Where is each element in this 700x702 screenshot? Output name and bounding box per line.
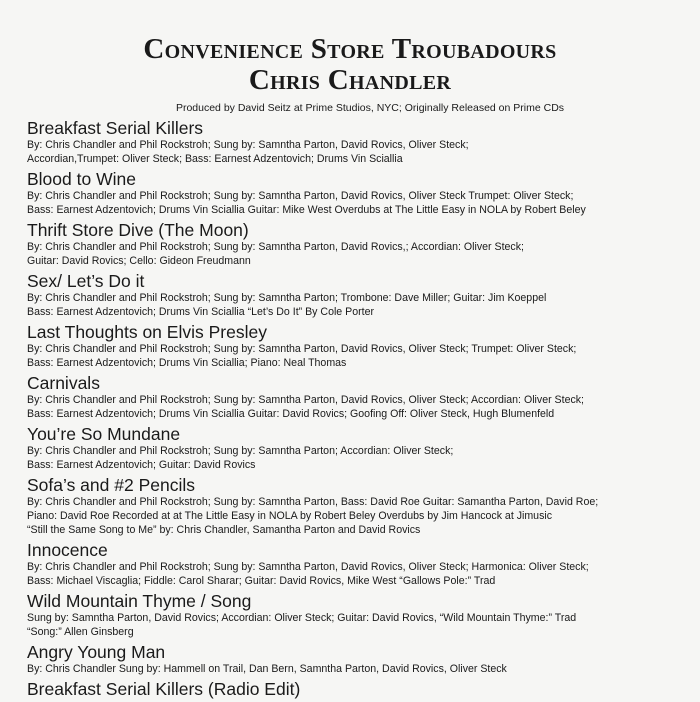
track-item bbox=[27, 220, 687, 268]
track-title: Carnivals bbox=[27, 373, 100, 393]
track-credit-line: “Song:” Allen Ginsberg bbox=[27, 626, 134, 638]
track-credit-line: Bass: Earnest Adzentovich; Guitar: David Rovics bbox=[27, 459, 256, 471]
track-item bbox=[27, 322, 687, 370]
track-item bbox=[27, 475, 687, 537]
track-item bbox=[27, 424, 687, 472]
production-credit: Produced by David Seitz at Prime Studios, NYC; Originally Released on Prime CDs bbox=[175, 102, 565, 114]
track-credit-line: Guitar: David Rovics; Cello: Gideon Freudmann bbox=[27, 255, 251, 267]
track-list bbox=[27, 118, 687, 702]
track-credit-line: Bass: Michael Viscaglia; Fiddle: Carol Sharar; Guitar: David Rovics, Mike West “Gallows Pole:” Trad bbox=[27, 575, 496, 587]
track-credit-line: Sung by: Samntha Parton, David Rovics; Accordian: Oliver Steck; Guitar: David Rovics, “Wild Mountain Thyme:” Trad bbox=[27, 612, 577, 624]
track-title: Innocence bbox=[27, 540, 108, 560]
track-item bbox=[27, 642, 687, 676]
track-title: Breakfast Serial Killers bbox=[27, 118, 204, 138]
liner-header bbox=[0, 0, 700, 114]
track-credit-line: By: Chris Chandler and Phil Rockstroh; Sung by: Samntha Parton, David Rovics, Oliver Steck; Trumpet: Oliver Steck; bbox=[27, 343, 577, 355]
track-title: Blood to Wine bbox=[27, 169, 136, 189]
track-credit-line: By: Chris Chandler and Phil Rockstroh; Sung by: Samntha Parton, David Rovics, Oliver Steck; Harmonica: Oliver Steck; bbox=[27, 561, 589, 573]
track-credit-line: By: Chris Chandler and Phil Rockstroh; Sung by: Samntha Parton, David Rovics, Oliver Steck; Accordian: Oliver Steck; bbox=[27, 394, 584, 406]
track-credit-line: By: Chris Chandler and Phil Rockstroh; Sung by: Samntha Parton; Accordian: Oliver Steck; bbox=[27, 445, 454, 457]
track-item bbox=[27, 591, 687, 639]
artist-name: Chris Chandler bbox=[248, 64, 452, 96]
track-credit-line: By: Chris Chandler and Phil Rockstroh; Sung by: Samntha Parton, David Rovics, Oliver Steck; bbox=[27, 139, 469, 151]
track-title: Angry Young Man bbox=[27, 642, 166, 662]
track-title: Sofa’s and #2 Pencils bbox=[27, 475, 195, 495]
track-credit-line: By: Chris Chandler and Phil Rockstroh; Sung by: Samntha Parton, David Rovics,; Accordian: Oliver Steck; bbox=[27, 241, 524, 253]
track-credit-line: Bass: Earnest Adzentovich; Drums Vin Sciallia “Let’s Do It” By Cole Porter bbox=[27, 306, 374, 318]
track-item bbox=[27, 540, 687, 588]
track-title: You’re So Mundane bbox=[27, 424, 181, 444]
track-title: Last Thoughts on Elvis Presley bbox=[27, 322, 267, 342]
track-credit-line: By: Chris Chandler and Phil Rockstroh; Sung by: Samntha Parton; Trombone: Dave Miller; Guitar: Jim Koeppel bbox=[27, 292, 547, 304]
track-credit-line: Bass: Earnest Adzentovich; Drums Vin Sciallia Guitar: David Rovics; Goofing Off: Oliver Steck, Hugh Blumenfeld bbox=[27, 408, 555, 420]
track-item bbox=[27, 679, 687, 699]
track-title: Wild Mountain Thyme / Song bbox=[27, 591, 252, 611]
track-item bbox=[27, 169, 687, 217]
track-title: Sex/ Let’s Do it bbox=[27, 271, 145, 291]
album-title: Convenience Store Troubadours bbox=[143, 33, 557, 65]
track-credit-line: “Still the Same Song to Me” by: Chris Chandler, Samantha Parton and David Rovics bbox=[27, 524, 421, 536]
track-credit-line: Bass: Earnest Adzentovich; Drums Vin Sciallia Guitar: Mike West Overdubs at The Little Easy in NOLA by Robert Beley bbox=[27, 204, 586, 216]
track-item bbox=[27, 373, 687, 421]
track-item bbox=[27, 271, 687, 319]
track-credit-line: By: Chris Chandler and Phil Rockstroh; Sung by: Samntha Parton, Bass: David Roe Guitar: Samantha Parton, David Roe; bbox=[27, 496, 599, 508]
track-credit-line: By: Chris Chandler Sung by: Hammell on Trail, Dan Bern, Samntha Parton, David Rovics, Oliver Steck bbox=[27, 663, 507, 675]
track-title: Thrift Store Dive (The Moon) bbox=[27, 220, 249, 240]
track-credit-line: Accordian,Trumpet: Oliver Steck; Bass: Earnest Adzentovich; Drums Vin Sciallia bbox=[27, 153, 403, 165]
track-credit-line: Bass: Earnest Adzentovich; Drums Vin Sciallia; Piano: Neal Thomas bbox=[27, 357, 347, 369]
track-item bbox=[27, 118, 687, 166]
track-credit-line: By: Chris Chandler and Phil Rockstroh; Sung by: Samntha Parton, David Rovics, Oliver Steck Trumpet: Oliver Steck; bbox=[27, 190, 574, 202]
track-credit-line: Piano: David Roe Recorded at at The Little Easy in NOLA by Robert Beley Overdubs by Jim Hancock at Jimusic bbox=[27, 510, 553, 522]
track-title: Breakfast Serial Killers (Radio Edit) bbox=[27, 679, 301, 699]
